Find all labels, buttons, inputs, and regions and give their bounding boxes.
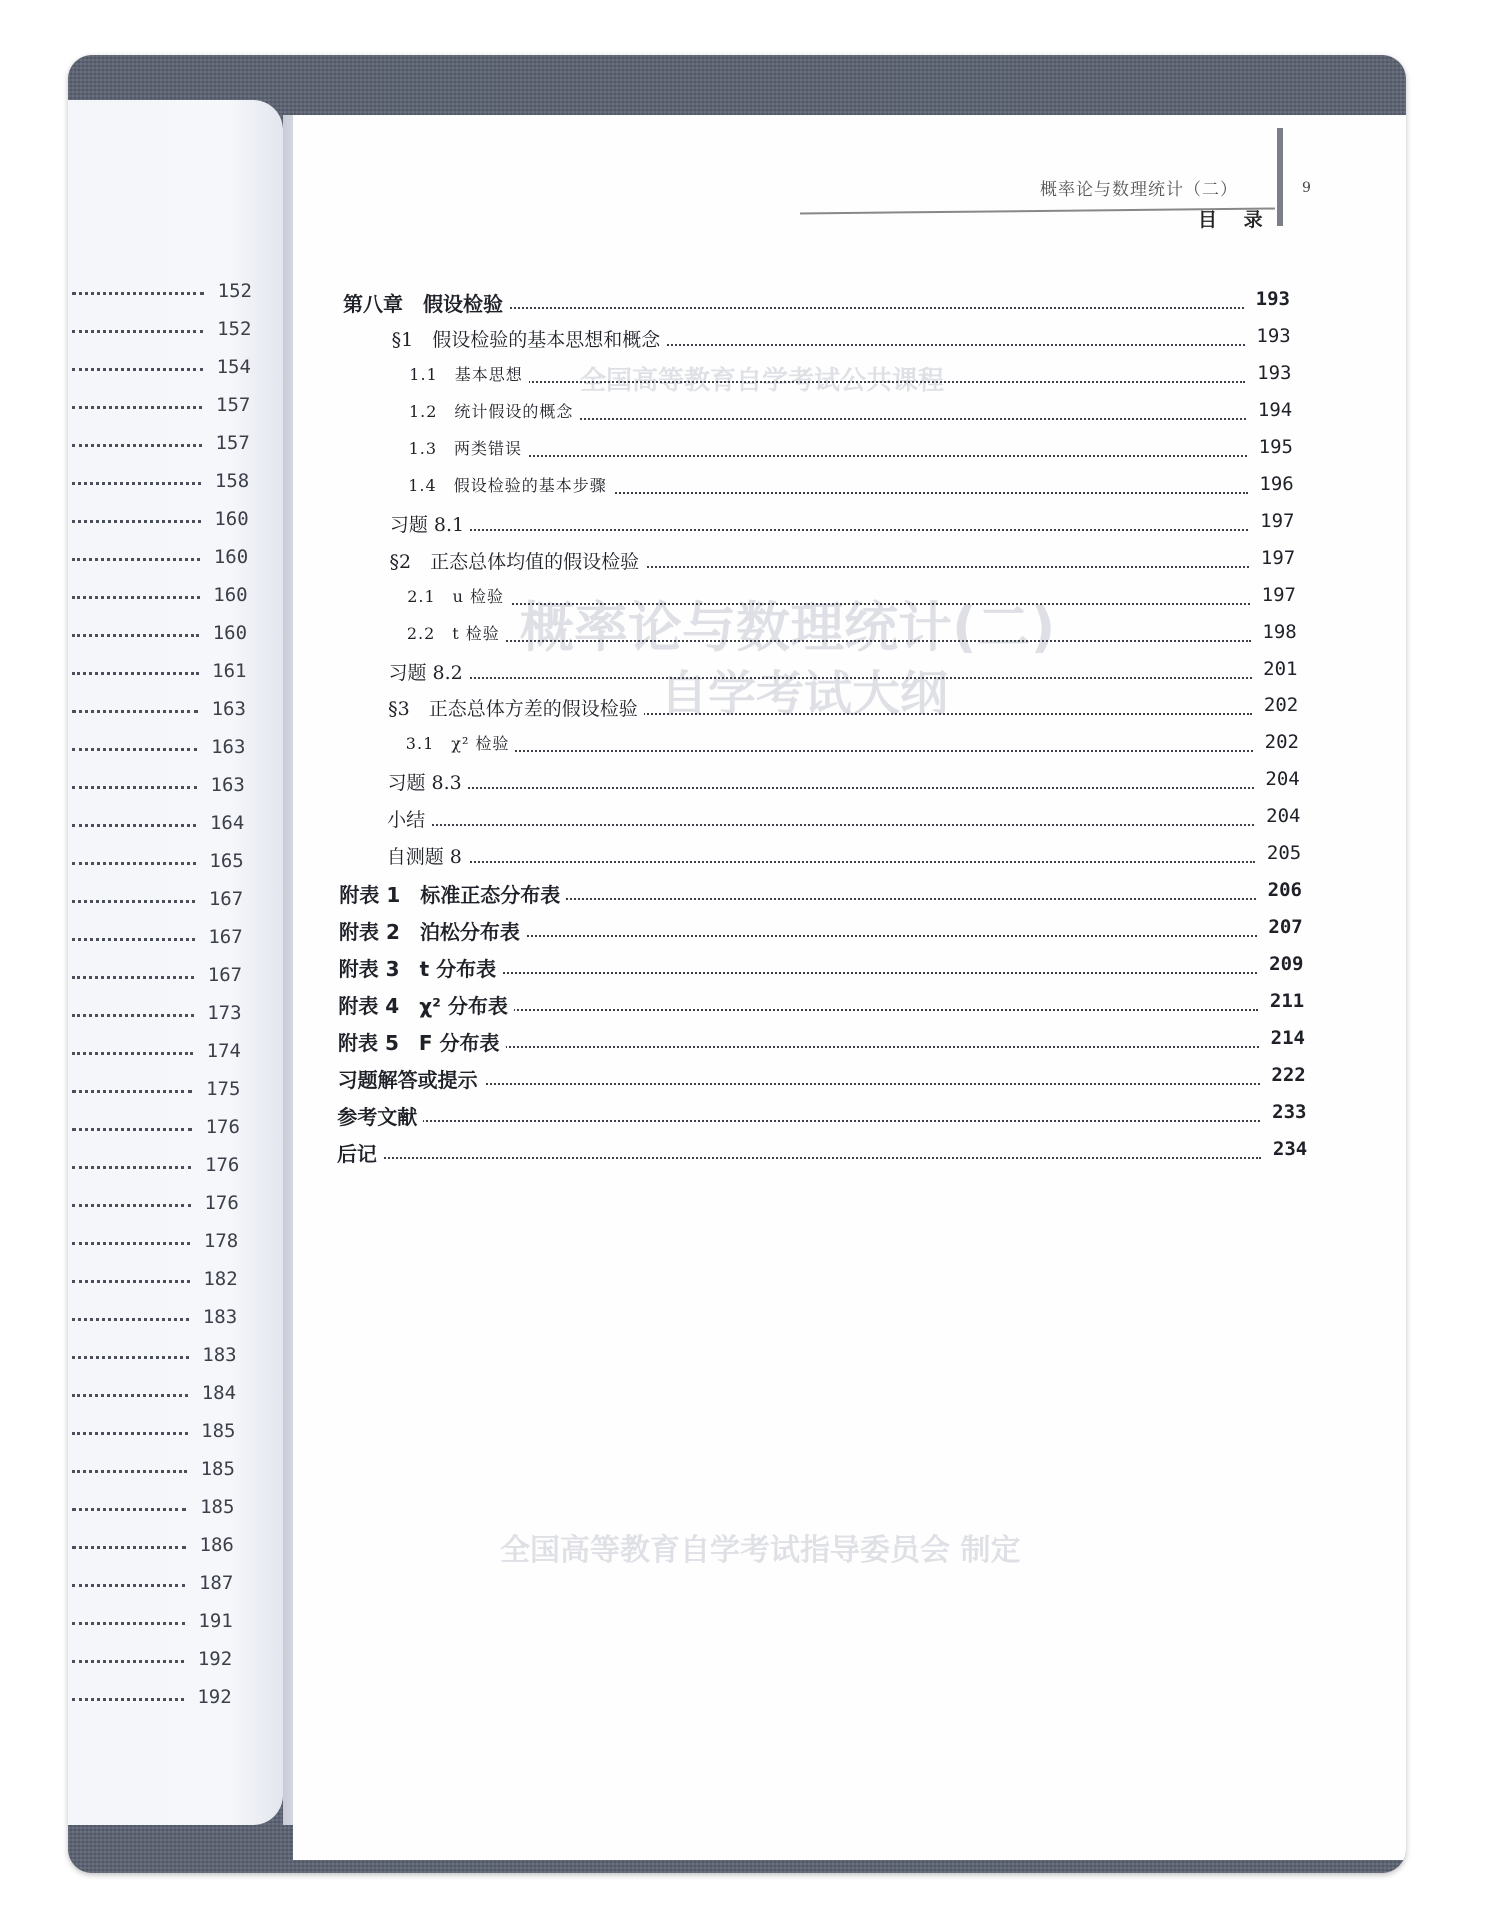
toc-entry-title: 参考文献 (337, 1101, 423, 1130)
toc-entry-page: 193 (1257, 361, 1292, 384)
left-page-number: 185 (200, 1496, 235, 1518)
toc-entry-page: 198 (1262, 620, 1297, 643)
toc-entry-title: 附表 2 泊松分布表 (339, 916, 526, 945)
toc-entry-page: 193 (1255, 288, 1290, 310)
dot-leader (389, 677, 1252, 679)
watermark-publisher: 全国高等教育自学考试指导委员会 制定 (500, 1533, 1021, 1568)
toc-entry-page: 202 (1264, 731, 1299, 754)
left-page-number: 152 (217, 280, 252, 302)
toc-entry (390, 510, 1295, 542)
toc-entry-title: 习题解答或提示 (338, 1064, 484, 1093)
toc-entry-title: 1.1 基本思想 (409, 362, 528, 385)
dot-leader (407, 640, 1251, 642)
dot-leader (409, 381, 1245, 383)
left-page-number: 167 (208, 888, 244, 910)
running-header-section: 目 录 (1198, 209, 1273, 231)
left-page-number: 185 (201, 1420, 236, 1442)
toc-entry-title: 2.1 u 检验 (407, 584, 510, 607)
watermark-series: 全国高等教育自学考试公共课程 (580, 366, 945, 396)
toc-entry-title: 附表 1 标准正态分布表 (339, 879, 566, 908)
toc-entry-title: 自测题 8 (387, 842, 468, 869)
left-page-number: 175 (206, 1078, 241, 1100)
toc-entry-title: 3.1 χ² 检验 (406, 731, 516, 754)
toc-entry (390, 547, 1296, 579)
dot-leader (409, 455, 1247, 457)
toc-entry-page: 197 (1260, 509, 1295, 532)
toc-entry-page: 209 (1269, 953, 1304, 976)
toc-entry (407, 584, 1296, 616)
dot-leader (337, 1157, 1261, 1159)
toc-entry (338, 1027, 1305, 1059)
toc-entry (387, 805, 1300, 837)
left-page-number: 160 (213, 584, 248, 606)
left-page-number: 164 (209, 812, 245, 834)
left-page-number: 176 (205, 1116, 240, 1138)
toc-entry-page: 214 (1270, 1027, 1305, 1049)
toc-entry-page: 233 (1272, 1100, 1307, 1123)
watermark-title: 概率论与数理统计(二) (520, 596, 1056, 659)
toc-entry-page: 206 (1267, 879, 1302, 902)
left-page-number: 174 (206, 1040, 241, 1062)
toc-entry (339, 879, 1302, 911)
toc-entry-title: §3 正态总体方差的假设检验 (388, 694, 644, 721)
toc-entry-page: 197 (1261, 583, 1296, 606)
toc-entry-title: 1.2 统计假设的概念 (409, 399, 579, 422)
toc-entry-title: 第八章 假设检验 (343, 288, 509, 317)
toc-entry-page: 197 (1260, 546, 1296, 569)
left-page-number: 176 (204, 1192, 239, 1214)
toc-entry (389, 658, 1298, 690)
toc-entry (388, 694, 1298, 726)
toc-entry (339, 953, 1304, 985)
toc-entry-page: 201 (1263, 657, 1298, 680)
toc-entry-title: 习题 8.2 (389, 658, 469, 685)
toc-entry-page: 211 (1269, 990, 1305, 1013)
toc-entry-title: 后记 (337, 1138, 383, 1167)
left-page-number: 163 (211, 736, 246, 758)
toc-entry-page: 234 (1272, 1137, 1308, 1160)
toc-entry (407, 621, 1297, 653)
toc-entry (387, 842, 1302, 874)
left-page-number: 186 (199, 1534, 234, 1556)
dot-leader (387, 824, 1254, 826)
toc-entry (409, 436, 1293, 468)
dot-leader (337, 1120, 1260, 1122)
left-page-number: 160 (213, 546, 249, 568)
left-page-number: 158 (214, 470, 250, 492)
left-page-number: 163 (210, 774, 245, 796)
left-page-number: 152 (217, 318, 252, 340)
dot-leader (407, 603, 1250, 605)
toc-entry (343, 288, 1290, 320)
left-page-number: 184 (201, 1382, 237, 1404)
toc-entry (337, 1138, 1307, 1170)
dot-leader (390, 529, 1249, 531)
toc-entry (387, 768, 1299, 800)
left-page-number: 192 (197, 1648, 233, 1670)
left-page-number: 187 (198, 1572, 234, 1594)
toc-entry-title: 附表 3 t 分布表 (339, 953, 502, 982)
left-page-number: 183 (202, 1306, 238, 1328)
dot-leader (387, 861, 1256, 863)
left-page-number: 183 (202, 1344, 237, 1366)
toc-entry (338, 1064, 1306, 1096)
page-number: 9 (1302, 180, 1311, 196)
toc-entry-title: 1.3 两类错误 (409, 436, 528, 459)
left-page-number: 173 (207, 1002, 242, 1024)
left-page-number: 163 (211, 698, 246, 720)
toc-entry-title: 小结 (387, 805, 431, 832)
toc-entry (409, 399, 1292, 431)
toc-entry-title: §2 正态总体均值的假设检验 (390, 547, 646, 574)
toc-entry-page: 204 (1265, 768, 1300, 791)
watermark-subtitle: 自学考试大纲 (660, 666, 949, 722)
toc-entry-title: 习题 8.1 (390, 510, 470, 537)
toc-entry-page: 196 (1259, 472, 1294, 495)
toc-entry (408, 473, 1294, 505)
toc-entry-title: 2.2 t 检验 (407, 621, 506, 644)
toc-entry-page: 193 (1256, 324, 1291, 347)
left-page-number: 161 (212, 660, 247, 682)
toc-entry (392, 325, 1291, 357)
toc-entry-page: 207 (1268, 916, 1303, 939)
toc-entry (409, 362, 1291, 394)
left-page-number: 192 (197, 1686, 232, 1708)
dot-leader (406, 750, 1253, 752)
left-page-number: 157 (216, 394, 251, 416)
toc-entry-title: 1.4 假设检验的基本步骤 (408, 473, 612, 496)
toc-entry-title: 附表 4 χ² 分布表 (338, 990, 514, 1019)
toc-entry-page: 222 (1271, 1063, 1306, 1086)
left-page-number: 185 (200, 1458, 235, 1480)
left-page-number: 160 (212, 622, 248, 644)
toc-entry-page: 195 (1258, 435, 1293, 458)
toc-entry-page: 204 (1266, 805, 1301, 828)
left-page-number: 167 (208, 926, 243, 948)
toc-entry (337, 1101, 1306, 1133)
dot-leader (387, 787, 1253, 789)
toc-entry-page: 194 (1257, 398, 1293, 421)
left-page-number: 154 (216, 356, 251, 378)
left-page-number: 191 (198, 1610, 233, 1632)
left-page-number: 178 (203, 1230, 239, 1252)
toc-entry (339, 916, 1303, 948)
left-page-number: 157 (215, 432, 250, 454)
toc-entry-title: 习题 8.3 (387, 768, 467, 795)
toc-entry-page: 202 (1263, 694, 1299, 717)
left-page-number: 160 (214, 508, 249, 530)
toc-entry-page: 205 (1266, 842, 1302, 865)
left-page-number: 176 (205, 1154, 240, 1176)
left-page-number: 182 (203, 1268, 238, 1290)
toc-entry (338, 990, 1304, 1022)
left-page-number: 165 (209, 850, 244, 872)
running-header-title: 概率论与数理统计（二） (1040, 180, 1238, 200)
left-page-number: 167 (207, 964, 243, 986)
toc-entry-title: §1 假设检验的基本思想和概念 (392, 325, 667, 352)
toc-entry-title: 附表 5 F 分布表 (338, 1027, 506, 1056)
toc-entry (406, 731, 1299, 763)
